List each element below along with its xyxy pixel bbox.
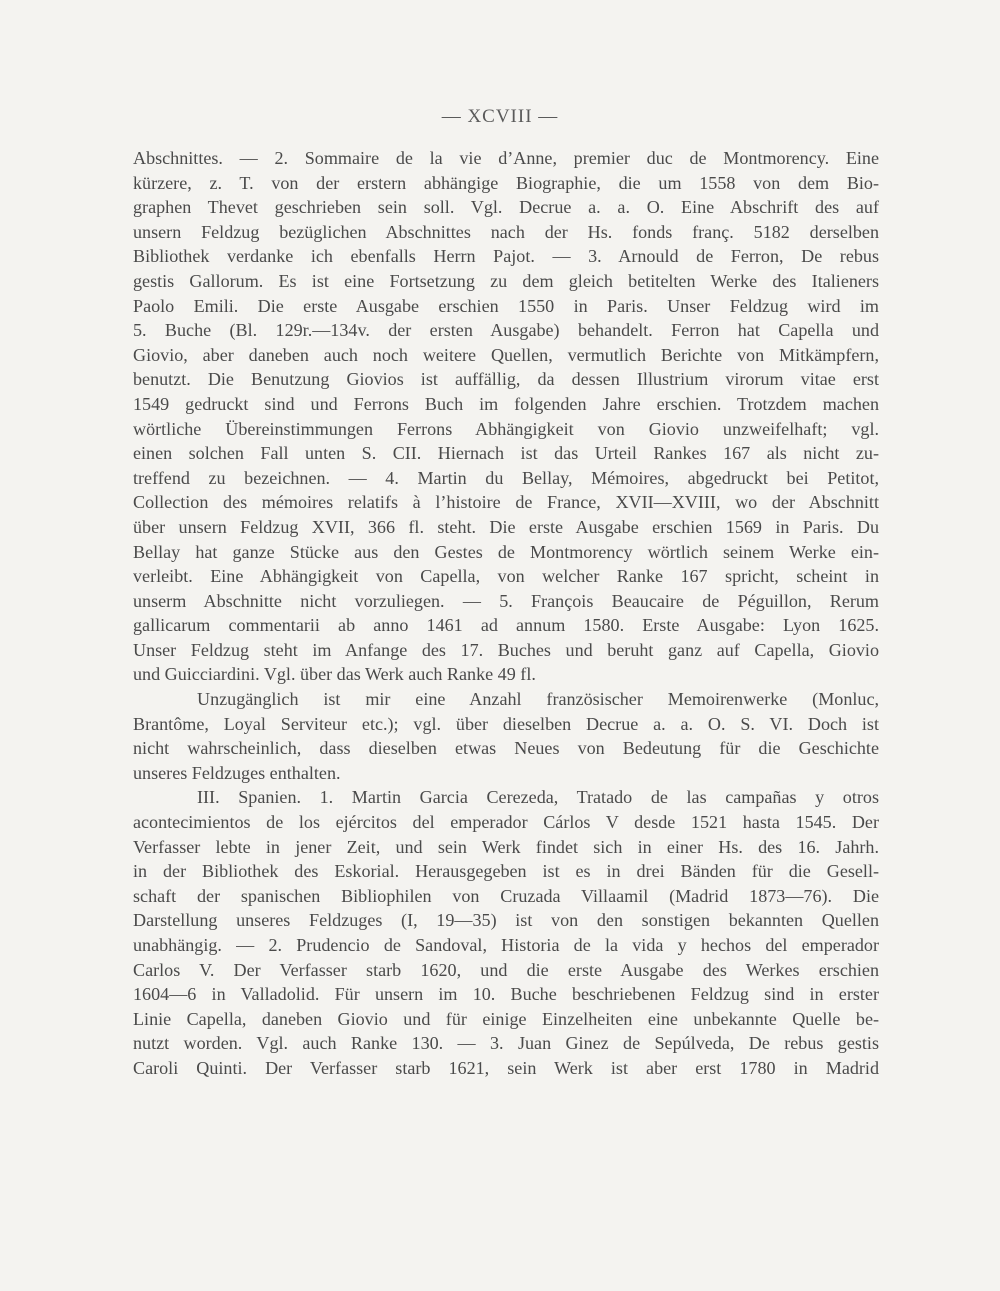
- text-line: und Guicciardini. Vgl. über das Werk auch Ranke 49 fl.: [133, 664, 536, 685]
- text-line: gallicarum commentarii ab anno 1461 ad annum 1580. Erste Ausgabe: Lyon 1625.: [133, 615, 879, 636]
- text-line: Darstellung unseres Feldzuges (I, 19—35) ist von den sonstigen bekannten Quellen: [133, 910, 879, 931]
- text-line: treffend zu bezeichnen. — 4. Martin du Bellay, Mémoires, abgedruckt bei Petitot,: [133, 467, 879, 488]
- text-line: Brantôme, Loyal Serviteur etc.); vgl. über dieselben Decrue a. a. O. S. VI. Doch ist: [133, 713, 879, 734]
- text-line: Unser Feldzug steht im Anfange des 17. Buches und beruht ganz auf Capella, Giovio: [133, 639, 879, 660]
- text-line: Carlos V. Der Verfasser starb 1620, und die erste Ausgabe des Werkes erschien: [133, 959, 879, 980]
- text-line: in der Bibliothek des Eskorial. Herausgegeben ist es in drei Bänden für die Gesell-: [133, 861, 879, 882]
- text-line: wörtliche Übereinstimmungen Ferrons Abhängigkeit von Giovio unzweifelhaft; vgl.: [133, 418, 879, 439]
- text-line: unserm Abschnitte nicht vorzuliegen. — 5. François Beaucaire de Péguillon, Rerum: [133, 590, 879, 611]
- text-line: unabhängig. — 2. Prudencio de Sandoval, Historia de la vida y hechos del emperador: [133, 935, 879, 955]
- text-line: Abschnittes. — 2. Sommaire de la vie d’Anne, premier duc de Montmorency. Eine: [133, 148, 879, 168]
- text-line: nutzt worden. Vgl. auch Ranke 130. — 3. Juan Ginez de Sepúlveda, De rebus gestis: [133, 1033, 879, 1054]
- text-line: Caroli Quinti. Der Verfasser starb 1621, sein Werk ist aber erst 1780 in Madrid: [133, 1057, 879, 1078]
- text-line: 1549 gedruckt sind und Ferrons Buch im folgenden Jahre erschien. Trotzdem machen: [133, 393, 879, 414]
- text-line: Unzugänglich ist mir eine Anzahl französischer Memoirenwerke (Monluc,: [197, 689, 879, 710]
- text-line: III. Spanien. 1. Martin Garcia Cerezeda, Tratado de las campañas y otros: [197, 787, 879, 808]
- text-line: Bibliothek verdanke ich ebenfalls Herrn Pajot. — 3. Arnould de Ferron, De rebus: [133, 246, 879, 267]
- text-line: Collection des mémoires relatifs à l’histoire de France, XVII—XVIII, wo der Abschnitt: [133, 492, 879, 513]
- text-line: verleibt. Eine Abhängigkeit von Capella, von welcher Ranke 167 spricht, scheint in: [133, 566, 879, 587]
- text-line: Paolo Emili. Die erste Ausgabe erschien 1550 in Paris. Unser Feldzug wird im: [133, 295, 879, 316]
- text-line: benutzt. Die Benutzung Giovios ist auffällig, da dessen Illustrium virorum vitae erst: [133, 369, 879, 390]
- text-line: Verfasser lebte in jener Zeit, und sein Werk findet sich in einer Hs. des 16. Jahrh.: [133, 836, 879, 857]
- text-line: graphen Thevet geschrieben sein soll. Vgl. Decrue a. a. O. Eine Abschrift des auf: [133, 197, 879, 218]
- text-line: nicht wahrscheinlich, dass dieselben etwas Neues von Bedeutung für die Geschichte: [133, 738, 879, 759]
- page-number: — XCVIII —: [441, 106, 559, 127]
- text-line: Linie Capella, daneben Giovio und für einige Einzelheiten eine unbekannte Quelle be-: [133, 1008, 879, 1029]
- text-line: acontecimientos de los ejércitos del emperador Cárlos V desde 1521 hasta 1545. Der: [133, 812, 879, 833]
- paragraph: [133, 146, 879, 687]
- text-line: Giovio, aber daneben auch noch weitere Quellen, vermutlich Berichte von Mitkämpfern,: [133, 344, 879, 365]
- body-text: [133, 146, 879, 1081]
- text-line: unsern Feldzug bezüglichen Abschnittes nach der Hs. fonds franç. 5182 derselben: [133, 221, 879, 242]
- text-line: schaft der spanischen Bibliophilen von Cruzada Villaamil (Madrid 1873—76). Die: [133, 885, 879, 906]
- text-line: unseres Feldzuges enthalten.: [133, 762, 341, 783]
- text-line: Bellay hat ganze Stücke aus den Gestes de Montmorency wörtlich seinem Werke ein-: [133, 541, 879, 562]
- text-line: über unsern Feldzug XVII, 366 fl. steht. Die erste Ausgabe erschien 1569 in Paris. Du: [133, 516, 879, 537]
- paragraph: [133, 785, 879, 1080]
- text-line: 1604—6 in Valladolid. Für unsern im 10. Buche beschriebenen Feldzug sind in erster: [133, 984, 879, 1005]
- paragraph: [133, 687, 879, 785]
- text-line: einen solchen Fall unten S. CII. Hiernach ist das Urteil Rankes 167 als nicht zu-: [133, 443, 879, 464]
- text-line: 5. Buche (Bl. 129r.—134v. der ersten Ausgabe) behandelt. Ferron hat Capella und: [133, 320, 879, 341]
- text-line: gestis Gallorum. Es ist eine Fortsetzung zu dem gleich betitelten Werke des Italieners: [133, 270, 879, 291]
- text-line: kürzere, z. T. von der erstern abhängige Biographie, die um 1558 von dem Bio-: [133, 172, 879, 193]
